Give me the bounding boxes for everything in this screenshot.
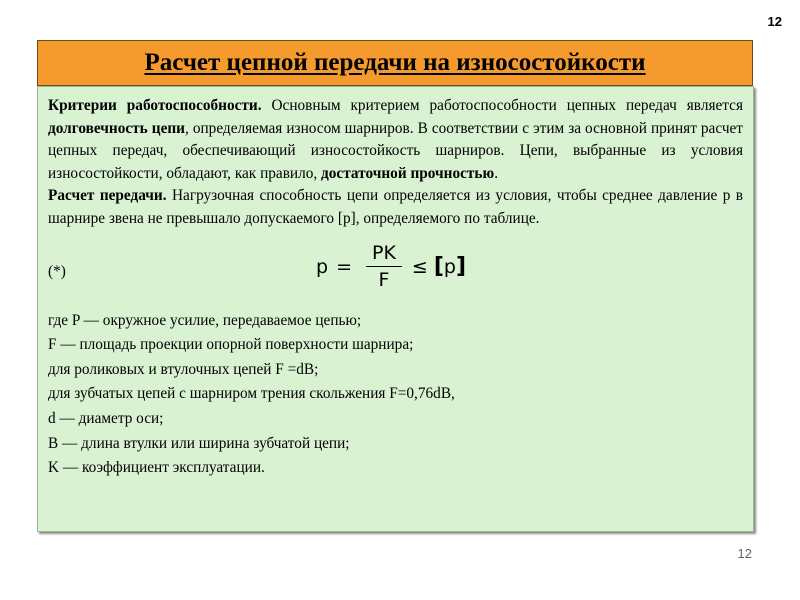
paragraph-criteria [48, 95, 743, 185]
formula-row [48, 237, 743, 309]
criteria-lead: Критерии работоспособности. [48, 97, 262, 114]
formula-rhs-var: p [443, 255, 456, 278]
definition-line: d — диаметр оси; [48, 409, 164, 427]
criteria-text-c: . [494, 164, 499, 182]
criteria-text-b: , определяемая износом шарниров. В соответствии с этим за основной принят расчет цепных передач, обеспечивающий износостойкость шарниров. Цепи, выбранные из условия износостойкости, обладают, как правило, [48, 119, 743, 182]
formula-lhs: p [316, 255, 329, 278]
definitions-list [48, 309, 743, 481]
criteria-bold-strength: достаточной прочностью [321, 164, 495, 182]
pressure-formula [316, 237, 466, 297]
definition-line: для зубчатых цепей с шарниром трения скольжения F=0,76dB, [48, 385, 455, 403]
definition-line: F — площадь проекции опорной поверхности шарнира; [48, 336, 414, 354]
title-banner [37, 40, 753, 86]
slide-title: Расчет цепной передачи на износостойкости [144, 49, 646, 76]
page-number-bottom: 12 [737, 546, 752, 561]
formula-label: (*) [48, 262, 66, 280]
definition-line: B — длина втулки или ширина зубчатой цепи; [48, 434, 350, 452]
formula-leq: ≤ [411, 255, 428, 278]
definition-line: для роликовых и втулочных цепей F =dB; [48, 360, 319, 378]
criteria-text-a: Основным критерием работоспособности цепных передач является [261, 97, 743, 114]
definition-line: K — коэффициент эксплуатации. [48, 459, 265, 477]
calculation-text: Нагрузочная способность цепи определяется из условия, чтобы среднее давление p в шарнире звена не превышало допускаемого [p], определяемого по таблице. [48, 187, 743, 227]
page-number-top: 12 [767, 14, 782, 29]
definition-line: где P — окружное усилие, передаваемое цепью; [48, 311, 362, 329]
formula-equals: = [336, 255, 352, 278]
paragraph-calculation [48, 185, 743, 230]
formula-fraction [366, 241, 402, 293]
formula-denominator: F [378, 268, 390, 291]
formula-open-bracket: [ [433, 254, 444, 280]
criteria-bold-durability: долговечность цепи [48, 119, 185, 137]
formula-numerator: PK [371, 241, 396, 264]
content-panel [37, 86, 754, 532]
calculation-lead: Расчет передачи. [48, 187, 167, 205]
formula-close-bracket: ] [455, 254, 467, 280]
